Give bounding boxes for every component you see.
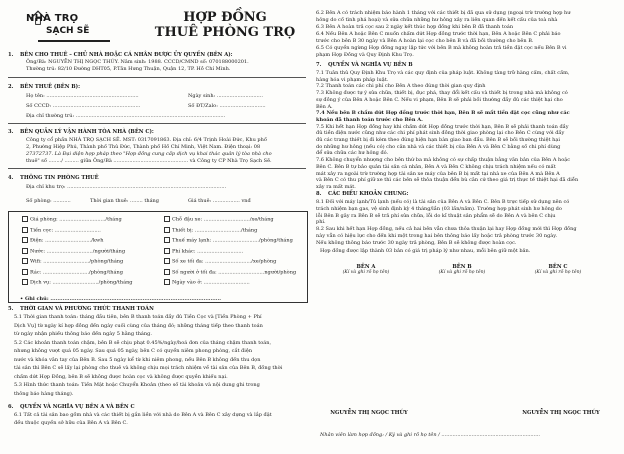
clause-line: sự đồng ý của Bên A hoặc Bên C. Nếu vi phạm, Bên B sẽ phải bồi thường đầy đủ các thiệt hại cho bbox=[316, 96, 563, 103]
title-line2: THUÊ PHÒNG TRỌ bbox=[154, 25, 296, 40]
clause-line: đủ các trang thiết bị đi kèm theo đúng hiện hạn bàn giao ban đầu. Bên B sẽ bồi thường thiệt hại bbox=[316, 137, 560, 143]
clause-line: 5.1 Thời gian thanh toán: tháng đầu tiên, bên B thanh toán đầy đủ Tiền Cọc và [Tiền Phòng + Phí bbox=[14, 314, 262, 320]
manager-line3: 27372737. Là Đại diện hợp pháp theo "Hợp đồng cung cấp dịch vụ khai thác quản lý tòa nhà cho bbox=[26, 151, 272, 157]
fee-unit: /phòng/tháng bbox=[89, 269, 123, 275]
clause-line: trước cho bên B 30 ngày và Bên A hoàn lại cọc cho bên B và đã bồi thường cho bên B. bbox=[316, 38, 534, 44]
clause-line: và Bên C có thu phí giữ xe thì các bên sẽ thỏa thuận đền bù căn cứ theo giá trị thực tế thiệt hại đã diễn bbox=[316, 177, 579, 184]
fee-item[interactable]: Giá phòng: ............................./tháng bbox=[22, 216, 122, 223]
checkbox[interactable] bbox=[164, 248, 170, 254]
clause-line: 7.6 Không chuyển nhượng cho bên thứ ba mà không có sự chấp thuận bằng văn bản của Bên A hoặc bbox=[316, 157, 571, 164]
clause-line: lỗi Bên B gây ra Bên B sẽ trả phí sửa chữa, lỗi do kĩ thuật sản phẩm sẽ do Bên A và bên C chịu bbox=[316, 212, 556, 219]
checkbox[interactable] bbox=[22, 248, 28, 254]
clause-line: 6.2 Bên A có trách nhiệm báo hành 1 tháng với các thiết bị đã qua sử dụng (ngoại trừ trường hợp hư bbox=[316, 10, 571, 16]
fee-item[interactable]: Tiền cọc: ............................. bbox=[22, 227, 101, 234]
section-3-heading: 3. BÊN QUẢN LÝ VẬN HÀNH TÒA NHÀ (BÊN C): bbox=[8, 129, 154, 135]
logo-text-line1: NHÀ TRỌ bbox=[26, 13, 79, 24]
rent-price-field[interactable]: Giá thuê: ................. vnđ bbox=[188, 198, 251, 204]
fee-label: Chỗ đậu xe bbox=[172, 216, 201, 223]
clause-line: 6.5 Có quyền ngừng Hợp đồng ngay lập tức với bên B mà không hoàn trả tiền đặt cọc nếu Bên B vi bbox=[316, 45, 567, 51]
title-line1: HỢP ĐỒNG bbox=[183, 10, 267, 25]
clause-line: hỏng do cố tình phá hoại) và sửa chữa những hư hỏng xảy ra liên quan đến kết cấu của toà nhà bbox=[316, 17, 558, 23]
note-field[interactable]: • Ghi chú: .................................................................................................. bbox=[20, 296, 221, 302]
tenant-dob-field[interactable]: Ngày sinh: ............................. bbox=[188, 93, 263, 99]
checkbox[interactable] bbox=[164, 269, 170, 275]
clause-line: nhưng không vượt quá 05 ngày. Sau quá 05 ngày, bên C có quyền niêm phong phòng, cắt điện bbox=[14, 348, 253, 354]
clause-line: 7.2 Thanh toán các chi phí cho Bên A theo đúng thời gian quy định bbox=[316, 83, 486, 90]
clause-line: đủ tiền điện nước cũng như các chi phí phát sinh đồng thời giao phòng lại cho Bên C cùng với đầy bbox=[316, 130, 565, 137]
checkbox[interactable] bbox=[22, 279, 28, 285]
fee-label: Dịch vụ bbox=[30, 279, 50, 286]
clause-line: đều thuộc quyền sở hữu của Bên A và Bên C. bbox=[14, 420, 128, 426]
clause-line: 5.3 Hình thức thanh toán: Tiền Mặt hoặc Chuyển Khoản (theo số tài khoản và nội dung ghi trong bbox=[14, 382, 260, 388]
checkbox[interactable] bbox=[22, 258, 28, 264]
fee-label: Thiết bị bbox=[172, 227, 192, 233]
tenant-address-field[interactable]: Địa chỉ thường trú: .............................................................................................. bbox=[26, 113, 226, 119]
clause-line: phí. bbox=[316, 219, 326, 226]
staff-signature-line[interactable]: Nhân viên làm hợp đồng: / Ký và ghi rõ họ tên / .............................................................. bbox=[320, 432, 540, 438]
clause-line: xảy ra mất mát. bbox=[316, 183, 356, 190]
checkbox[interactable] bbox=[164, 279, 170, 285]
clause-line: hàng hóa vi phạm pháp luật. bbox=[316, 76, 389, 83]
divider bbox=[8, 77, 306, 78]
fee-label: Thuế máy lạnh bbox=[172, 237, 210, 244]
fee-unit: /phòng/tháng bbox=[89, 258, 124, 265]
fee-item[interactable]: Số xe tối đa: ............................./xe/phòng bbox=[164, 258, 276, 265]
checkbox[interactable] bbox=[22, 237, 28, 243]
fee-unit: /tháng bbox=[105, 216, 122, 223]
clause-line: phạm Hợp Đồng và Quy Định Khu Trọ. bbox=[316, 52, 414, 58]
checkbox[interactable] bbox=[164, 216, 170, 222]
fee-label: Tiền cọc bbox=[30, 227, 52, 233]
checkbox[interactable] bbox=[22, 269, 28, 275]
clause-line: Bên C. Bên B tự bảo quản tài sản cá nhân, Bên A và Bên C không chịu trách nhiệm nếu có mất bbox=[316, 163, 556, 170]
fee-label: Phí khác bbox=[172, 248, 194, 254]
section-5-heading: 5. THỜI GIAN VÀ PHƯƠNG THỨC THANH TOÁN bbox=[8, 306, 154, 312]
lessor-line2: Thường trú: 82/10 Đường DHT05, P.Tân Hưng Thuận, Quận 12, TP. Hồ Chí Minh. bbox=[26, 66, 231, 72]
clause-line: chấm dứt Hợp Đồng, bên B sẽ không được hoàn cọc và không được quyền khiếu nại. bbox=[14, 373, 228, 380]
fee-item[interactable]: Nước: ............................./người/tháng bbox=[22, 248, 125, 255]
party-c-signature[interactable]: BÊN C (Kí và ghi rõ họ tên) bbox=[534, 264, 582, 275]
fee-item[interactable]: Dịch vụ: ............................./phòng/tháng bbox=[22, 279, 133, 286]
tenant-name-field[interactable]: Họ tên: .......................................................... bbox=[26, 93, 139, 99]
logo bbox=[8, 10, 116, 46]
fee-unit: /người/tháng bbox=[92, 248, 126, 254]
clause-line: nước và khóa vân tay của Bên B. Sau 5 ngày kể từ khi niêm phong, nếu Bên B không đến thu dọn bbox=[14, 356, 261, 363]
tenant-phone-field[interactable]: Số ĐT/Zalo: ............................. bbox=[188, 103, 266, 109]
clause-line: 7.3 Không được tự ý sửa chữa, thiết bị, đục phá, thay đổi kết cấu và thiết bị trong nhà mà không có bbox=[316, 90, 568, 97]
fee-item[interactable]: Số người ở tối đa: .............................người/phòng bbox=[164, 269, 296, 276]
clause-line: Nếu không thông báo trước 30 ngày trả phòng, Bên B sẽ không được hoàn cọc. bbox=[316, 239, 517, 246]
manager-line1: Công ty cổ phần NHÀ TRỌ SẠCH SẼ. MST: 0317091863. Địa chỉ: 6/4 Trịnh Hoài Đức, Khu phố bbox=[26, 137, 267, 143]
fee-label: Số xe tối đa bbox=[172, 258, 202, 265]
closing-statement: Hợp đồng được lập thành 03 bản có giá trị pháp lý như nhau, mỗi bên giữ một bản. bbox=[320, 248, 531, 254]
clause-line: 8.1 Đối với máy lạnh/Tủ lạnh (nếu có) là tài sản của Bên A và Bên C. Bên B trực tiếp sử dụng nên có bbox=[316, 199, 570, 205]
party-b-signature[interactable]: BÊN B (Kí và ghi rõ họ tên) bbox=[438, 264, 486, 275]
checkbox[interactable] bbox=[164, 237, 170, 243]
fee-unit: /xe/tháng bbox=[249, 216, 274, 223]
clause-line: Dịch Vụ] từ ngày kí hợp đồng đến ngày cuối cùng của tháng đó; những tháng tiếp theo thanh toán bbox=[14, 322, 263, 329]
fee-label: Rác bbox=[30, 269, 40, 275]
party-a-signature[interactable]: BÊN A (Kí và ghi rõ họ tên) bbox=[342, 264, 390, 275]
section-8-heading: 8. CÁC ĐIỀU KHOẢN CHUNG: bbox=[316, 191, 409, 197]
clause-line: mát xảy ra ngoài trừ trường hợp tài sản xe máy của bên B bị mất tại nhà xe của Bên A mà Bên A bbox=[316, 170, 560, 177]
clause-line: do những hư hỏng (nếu có) cho căn nhà và các thiết bị của Bên A và Bên C bằng số chi phí dùng bbox=[316, 143, 561, 150]
party-a-signer-name: NGUYỄN THỊ NGỌC THÚY bbox=[330, 410, 408, 416]
fee-item[interactable]: Thuế máy lạnh: ............................./phòng/tháng bbox=[164, 237, 293, 244]
clause-line: 8.2 Sau khi hết hạn Hợp đồng, nếu cả hai bên vẫn chưa thỏa thuận lại hay Hợp đồng mới thì Hợp đồng bbox=[316, 226, 577, 233]
clause-line: 6.1 Tất cả tài sản bao gồm nhà và các thiết bị gắn liền với nhà do Bên A và Bên C xây dựng và lắp đặt bbox=[14, 412, 272, 418]
party-c-signer-name: NGUYỄN THỊ NGỌC THÚY bbox=[522, 410, 600, 416]
divider bbox=[8, 168, 306, 169]
clause-line: Bên A. bbox=[316, 103, 333, 110]
fee-label: Nước bbox=[30, 248, 44, 254]
clause-line: 5.2 Các khoản thanh toán chậm, bên B sẽ chịu phạt 0.45%/ngày/hoá đơn của tháng chậm thanh toán, bbox=[14, 339, 272, 346]
clause-line: này vẫn có hiệu lực cho đến khi một trong hai bên thông báo lấy hoặc trả phòng trước 30 ngày. bbox=[316, 233, 558, 239]
fee-unit: /phòng/tháng bbox=[98, 279, 133, 286]
tenant-id-field[interactable]: Số CCCD: ....................................................... bbox=[26, 103, 141, 109]
clause-line: 7.5 Khi hết hạn Hợp đồng hay khi chấm dứt Hợp đồng trước thời hạn, Bên B sẽ phải thanh toán đầy bbox=[316, 123, 569, 130]
clause-line: thông báo hàng tháng). bbox=[14, 390, 74, 397]
fee-item[interactable]: Phí khác: ............................. bbox=[164, 248, 243, 255]
fee-item[interactable]: Thiết bị: ............................./tháng bbox=[164, 227, 257, 234]
fee-label: Giá phòng bbox=[30, 216, 57, 223]
clause-line: 6.3 Bên A hoàn trả cọc sau 2 ngày kết thúc hợp đồng khi bên B đã thanh toán bbox=[316, 24, 514, 30]
clause-line: tài sản thì Bên C sẽ lấy lại phòng cho thuê và không chịu mọi trách nhiệm về tài sản của Bên B, đồng thời bbox=[14, 365, 283, 371]
manager-line2: 2, Phường Hiệp Phú, Thành phố Thủ Đức, Thành phố Hồ Chí Minh, Việt Nam. Điện thoại: 08 bbox=[26, 144, 261, 150]
divider bbox=[8, 123, 306, 124]
clause-line: khoản đã thanh toán trước cho Bên A. bbox=[316, 116, 423, 123]
fee-label: Wifi bbox=[30, 258, 40, 265]
clause-line: 6.4 Nếu Bên A hoặc Bên C muốn chấm dứt Hợp đồng trước thời hạn, Bên A hoặc Bên C phải báo bbox=[316, 31, 561, 37]
fees-box bbox=[8, 211, 308, 303]
page-title bbox=[140, 10, 310, 40]
fee-unit: người/phòng bbox=[264, 269, 297, 275]
section-6-heading: 6. QUYỀN VÀ NGHĨA VỤ BÊN A VÀ BÊN C bbox=[8, 404, 135, 410]
fee-item[interactable]: Rác: ............................./phòng/tháng bbox=[22, 269, 123, 276]
clause-line: 7.4 Nếu bên B chấm dứt Hợp đồng trước thời hạn, Bên B sẽ mất tiền đặt cọc cũng như các bbox=[316, 110, 570, 117]
fee-item[interactable]: Điện: ............................./kwh bbox=[22, 237, 103, 244]
fee-label: Số người ở tối đa bbox=[172, 269, 215, 275]
clause-line: 7.1 Tuân thủ Quy Định Khu Trọ và các quy định của pháp luật. Không tàng trữ hàng cấm, chất cấm, bbox=[316, 70, 570, 76]
rent-period-field[interactable]: Thời gian thuê: ........ tháng bbox=[90, 198, 159, 204]
checkbox[interactable] bbox=[164, 227, 170, 233]
fee-item[interactable]: Wifi: ............................./phòng/tháng bbox=[22, 258, 123, 265]
logo-underline bbox=[38, 40, 110, 42]
logo-text-line2: SẠCH SẼ bbox=[46, 26, 90, 36]
clause-line: để sửa chữa các hư hỏng đó. bbox=[316, 150, 389, 157]
section-1-heading: 1. BÊN CHO THUÊ – CHỦ NHÀ HOẶC CÁ NHÂN ĐƯỢC ỦY QUYỀN (BÊN A): bbox=[8, 52, 233, 58]
fee-unit: /phòng/tháng bbox=[258, 237, 293, 244]
room-number-field[interactable]: Số phòng: ........... bbox=[26, 198, 71, 204]
checkbox[interactable] bbox=[164, 258, 170, 264]
section-4-heading: 4. THÔNG TIN PHÒNG THUÊ bbox=[8, 175, 99, 181]
clause-line: từ ngày nhận phiếu thông báo đến ngày 5 hằng tháng. bbox=[14, 331, 152, 337]
fee-label: Ngày vào ở bbox=[172, 279, 201, 286]
fee-item[interactable]: Chỗ đậu xe: ............................./xe/tháng bbox=[164, 216, 274, 223]
clause-line: trách nhiệm bạn gas, vệ sinh định kỳ 4 tháng/lần (03 lần/năm). Trường hợp phát sinh hư hỏng do bbox=[316, 205, 562, 212]
lessor-line1: Ông/Bà: NGUYỄN THỊ NGỌC THÚY. Năm sinh: 1988. CCCD/CMND số: 070188000201. bbox=[26, 59, 249, 65]
checkbox[interactable] bbox=[22, 227, 28, 233]
manager-line4: thuê" số ......../ ......... giữa Ông/Bà ............................................... và Công ty CP Nhà Trọ Sạch Sẽ. bbox=[26, 158, 272, 164]
fee-label: Điện bbox=[30, 237, 42, 244]
section-7-heading: 7. QUYỀN VÀ NGHĨA VỤ BÊN B bbox=[316, 62, 413, 68]
fee-unit: /tháng bbox=[241, 227, 258, 233]
fee-unit: /xe/phòng bbox=[251, 258, 277, 265]
checkbox[interactable] bbox=[22, 216, 28, 222]
fee-unit: /kwh bbox=[91, 237, 104, 244]
room-address-field[interactable]: Địa chỉ khu trọ: .................................................................................................... bbox=[26, 184, 227, 190]
fee-item[interactable]: Ngày vào ở: ............................. bbox=[164, 279, 250, 286]
section-2-heading: 2. BÊN THUÊ (BÊN B): bbox=[8, 84, 81, 90]
